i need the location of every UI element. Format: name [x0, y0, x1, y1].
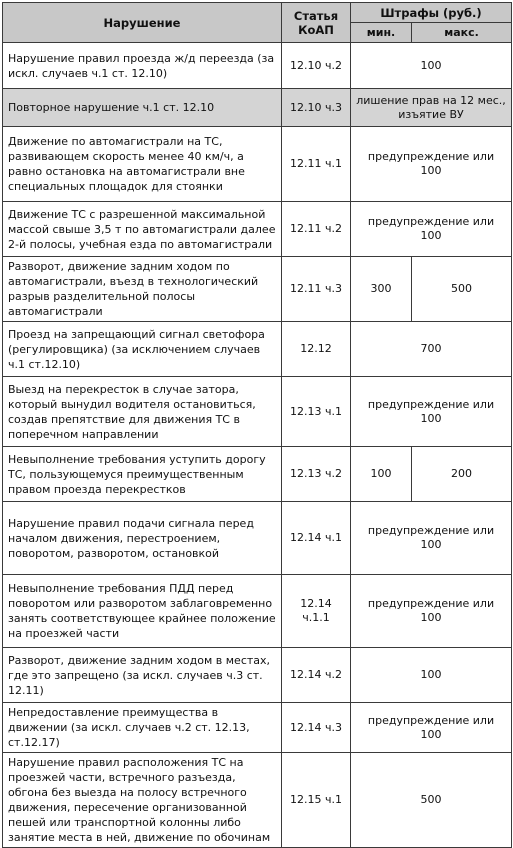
table-row: [3, 703, 512, 753]
fine-cell: 500: [351, 753, 512, 848]
violation-cell: Невыполнение требования уступить дорогу ТС, пользующемуся преимущественным правом проезда перекрестков: [3, 447, 282, 502]
table-row: [3, 202, 512, 257]
article-cell: 12.11 ч.3: [282, 257, 351, 322]
table-row: [3, 753, 512, 848]
article-cell: 12.14 ч.1: [282, 502, 351, 575]
fine-cell: предупреждение или 100: [351, 202, 512, 257]
article-cell: 12.10 ч.3: [282, 89, 351, 127]
fine-cell: предупреждение или 100: [351, 502, 512, 575]
table-row: [3, 447, 512, 502]
fine-max-cell: 500: [412, 257, 512, 322]
table-row: [3, 575, 512, 648]
article-cell: 12.12: [282, 322, 351, 377]
violation-header: Нарушение: [3, 3, 282, 43]
table-row: [3, 127, 512, 202]
article-cell: 12.11 ч.1: [282, 127, 351, 202]
fines-header: Штрафы (руб.): [351, 3, 512, 23]
fine-min-cell: 100: [351, 447, 412, 502]
violation-cell: Нарушение правил проезда ж/д переезда (за искл. случаев ч.1 ст. 12.10): [3, 43, 282, 89]
article-cell: 12.15 ч.1: [282, 753, 351, 848]
article-cell: 12.11 ч.2: [282, 202, 351, 257]
min-header: мин.: [351, 23, 412, 43]
fine-min-cell: 300: [351, 257, 412, 322]
violation-cell: Движение по автомагистрали на ТС, развивающем скорость менее 40 км/ч, а равно остановка на автомагистрали вне специальных площадок для стоянки: [3, 127, 282, 202]
fine-max-cell: 200: [412, 447, 512, 502]
table-row: [3, 322, 512, 377]
fine-cell: 100: [351, 648, 512, 703]
fine-cell: лишение прав на 12 мес., изъятие ВУ: [351, 89, 512, 127]
fine-cell: 100: [351, 43, 512, 89]
article-cell: 12.14 ч.1.1: [282, 575, 351, 648]
violation-cell: Невыполнение требования ПДД перед поворотом или разворотом заблаговременно занять соответствующее крайнее положение на проезжей части: [3, 575, 282, 648]
article-cell: 12.13 ч.1: [282, 377, 351, 447]
table-row: [3, 89, 512, 127]
fine-cell: предупреждение или 100: [351, 575, 512, 648]
max-header: макс.: [412, 23, 512, 43]
fine-cell: 700: [351, 322, 512, 377]
article-cell: 12.14 ч.3: [282, 703, 351, 753]
violation-cell: Повторное нарушение ч.1 ст. 12.10: [3, 89, 282, 127]
violation-cell: Нарушение правил подачи сигнала перед началом движения, перестроением, поворотом, разворотом, остановкой: [3, 502, 282, 575]
violation-cell: Движение ТС с разрешенной максимальной массой свыше 3,5 т по автомагистрали далее 2-й полосы, учебная езда по автомагистрали: [3, 202, 282, 257]
violation-cell: Выезд на перекресток в случае затора, который вынудил водителя остановиться, создав препятствие для движения ТС в поперечном направлении: [3, 377, 282, 447]
violation-cell: Нарушение правил расположения ТС на проезжей части, встречного разъезда, обгона без выезда на полосу встречного движения, пересечение организованной пешей или транспортной колонны либо занятие места в ней, движение по обочинам: [3, 753, 282, 848]
table-row: [3, 502, 512, 575]
fine-cell: предупреждение или 100: [351, 127, 512, 202]
article-cell: 12.13 ч.2: [282, 447, 351, 502]
table-row: [3, 43, 512, 89]
table-row: [3, 257, 512, 322]
violation-cell: Разворот, движение задним ходом по автомагистрали, въезд в технологический разрыв разделительной полосы автомагистрали: [3, 257, 282, 322]
article-cell: 12.10 ч.2: [282, 43, 351, 89]
article-header: Статья КоАП: [282, 3, 351, 43]
fine-cell: предупреждение или 100: [351, 703, 512, 753]
violation-cell: Проезд на запрещающий сигнал светофора (регулировщика) (за исключением случаев ч.1 ст.12.10): [3, 322, 282, 377]
table-row: [3, 648, 512, 703]
violation-cell: Непредоставление преимущества в движении (за искл. случаев ч.2 ст. 12.13, ст.12.17): [3, 703, 282, 753]
article-cell: 12.14 ч.2: [282, 648, 351, 703]
fines-table: [2, 2, 512, 848]
table-row: [3, 377, 512, 447]
violation-cell: Разворот, движение задним ходом в местах, где это запрещено (за искл. случаев ч.3 ст. 12.11): [3, 648, 282, 703]
fine-cell: предупреждение или 100: [351, 377, 512, 447]
